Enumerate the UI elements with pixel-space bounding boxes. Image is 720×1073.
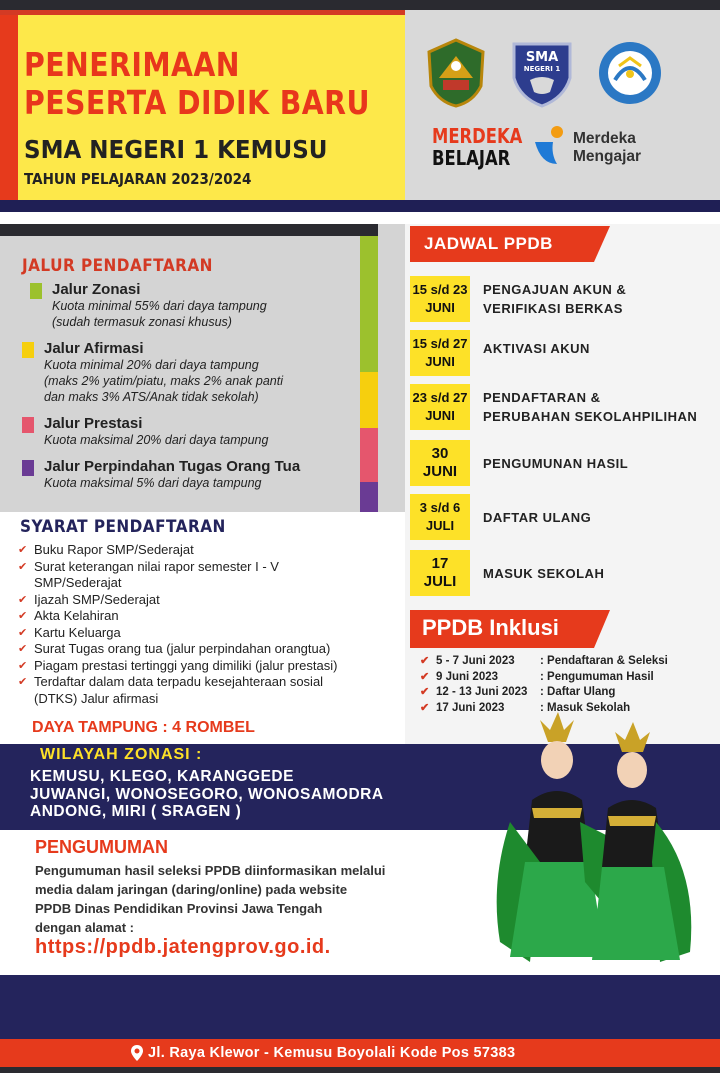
- zonasi-line: ANDONG, MIRI ( SRAGEN ): [30, 803, 242, 820]
- check-icon: ✔: [18, 560, 28, 573]
- jalur-item-perpindahan: [22, 458, 360, 491]
- jadwal-item: [410, 549, 710, 597]
- zonasi-title: WILAYAH ZONASI :: [40, 746, 203, 763]
- inklusi-row: ✔ 9 Juni 2023 : Pengumuman Hasil: [420, 670, 715, 686]
- jalur-desc: (maks 2% yatim/piatu, maks 2% anak panti: [44, 374, 283, 388]
- jadwal-item: [410, 493, 710, 541]
- syarat-title: SYARAT PENDAFTARAN: [20, 517, 226, 537]
- check-icon: ✔: [18, 610, 28, 622]
- check-icon: ✔: [18, 593, 28, 606]
- pengumuman-text: Pengumuman hasil seleksi PPDB diinformasikan melalui media dalam jaringan (daring/online) pada website PPDB Dinas Pendidikan Provinsi Jawa Tengah dengan alamat :: [35, 863, 386, 935]
- jalur-name: Jalur Prestasi: [44, 415, 143, 432]
- jadwal-label: PENGUMUNAN HASIL: [483, 455, 629, 471]
- footer-band: [0, 975, 720, 1039]
- jadwal-date: 23 s/d 27 JUNI: [410, 384, 470, 430]
- syarat-list: [18, 542, 403, 707]
- jalur-item-zonasi: [30, 281, 360, 330]
- header-top-line: [0, 10, 405, 15]
- central-java-emblem-icon: [425, 38, 487, 108]
- list-item: ✔ Surat keterangan nilai rapor semester I - V: [18, 558, 279, 574]
- academic-year: TAHUN PELAJARAN 2023/2024: [24, 170, 252, 188]
- list-item: ✔ Akta Kelahiran: [18, 608, 119, 623]
- jadwal-date: 30 JUNI: [410, 440, 470, 486]
- inklusi-row: ✔ 17 Juni 2023 : Masuk Sekolah: [420, 701, 715, 717]
- list-item-continued: SMP/Sederajat: [34, 575, 122, 590]
- dancers-illustration: [470, 712, 710, 972]
- jadwal-item: [410, 329, 710, 377]
- zonasi-color-square: [30, 283, 42, 299]
- merdeka-mengajar-icon: [531, 124, 567, 168]
- jadwal-label: MASUK SEKOLAH: [483, 565, 605, 581]
- list-item-continued: (DTKS) Jalur afirmasi: [34, 690, 159, 706]
- sma-logo-text-2: NEGERI 1: [523, 65, 561, 73]
- list-item: ✔ Surat Tugas orang tua (jalur perpindahan orangtua): [18, 641, 331, 656]
- header-divider-white: [0, 212, 720, 224]
- jalur-list: [30, 281, 360, 491]
- jadwal-date: 17 JULI: [410, 550, 470, 596]
- check-icon: ✔: [420, 655, 430, 667]
- inklusi-title: PPDB Inklusi: [422, 615, 559, 640]
- zonasi-list: [30, 768, 384, 821]
- title-line-2: PESERTA DIDIK BARU: [24, 83, 370, 122]
- daya-tampung: DAYA TAMPUNG : 4 ROMBEL: [32, 719, 255, 736]
- merdeka-mengajar-logo: [573, 130, 641, 166]
- merdeka-belajar-line-2: BELAJAR: [432, 146, 511, 170]
- footer-address: Jl. Raya Klewor - Kemusu Boyolali Kode Pos 57383: [148, 1045, 516, 1061]
- inklusi-row: ✔ 12 - 13 Juni 2023 : Daftar Ulang: [420, 685, 715, 701]
- merdeka-mengajar-line-2: Mengajar: [573, 148, 642, 165]
- jalur-name: Jalur Perpindahan Tugas Orang Tua: [44, 458, 301, 475]
- check-icon: ✔: [18, 626, 28, 639]
- list-item: ✔ Terdaftar dalam data terpadu kesejahteraan sosial: [18, 674, 324, 689]
- inklusi-list: [420, 654, 715, 716]
- check-icon: ✔: [18, 544, 28, 556]
- jalur-item-afirmasi: [22, 340, 360, 405]
- list-item: ✔ Buku Rapor SMP/Sederajat: [18, 542, 194, 557]
- jalur-desc: (sudah termasuk zonasi khusus): [52, 315, 232, 329]
- header-divider: [0, 200, 720, 212]
- jadwal-label: PENGAJUAN AKUN & VERIFIKASI BERKAS: [483, 282, 627, 316]
- jadwal-label: DAFTAR ULANG: [483, 509, 592, 525]
- school-name: SMA NEGERI 1 KEMUSU: [24, 135, 328, 164]
- jalur-desc: Kuota maksimal 20% dari daya tampung: [44, 433, 269, 447]
- zonasi-line: JUWANGI, WONOSEGORO, WONOSAMODRA: [30, 785, 384, 803]
- pengumuman-url[interactable]: https://ppdb.jatengprov.go.id.: [35, 936, 331, 958]
- location-pin-icon: [130, 1044, 144, 1062]
- title-line-1: PENERIMAAN: [24, 45, 240, 84]
- jalur-color-bar: [360, 236, 378, 512]
- check-icon: ✔: [18, 676, 28, 688]
- merdeka-mengajar-line-1: Merdeka: [573, 130, 636, 147]
- pengumuman-title: PENGUMUMAN: [35, 837, 168, 857]
- perpindahan-color-square: [22, 460, 34, 476]
- tut-wuri-handayani-icon: [597, 40, 663, 106]
- list-item: ✔ Ijazah SMP/Sederajat: [18, 591, 160, 607]
- jalur-desc: Kuota maksimal 5% dari daya tampung: [44, 476, 262, 490]
- list-item: ✔ Piagam prestasi tertinggi yang dimiliki (jalur prestasi): [18, 657, 338, 673]
- merdeka-belajar-logo: [432, 125, 522, 169]
- jalur-item-prestasi: [22, 415, 360, 448]
- check-icon: ✔: [18, 659, 28, 672]
- jadwal-list: [410, 275, 710, 597]
- jadwal-item: [410, 275, 710, 323]
- check-icon: ✔: [420, 686, 430, 698]
- jalur-desc: Kuota minimal 55% dari daya tampung: [52, 299, 267, 313]
- jalur-title: JALUR PENDAFTARAN: [22, 256, 213, 276]
- inklusi-row: ✔ 5 - 7 Juni 2023 : Pendaftaran & Seleksi: [420, 654, 715, 670]
- jadwal-date: 15 s/d 27 JUNI: [410, 330, 470, 376]
- check-icon: ✔: [18, 643, 28, 655]
- sma-negeri-1-logo-icon: [510, 38, 574, 108]
- jadwal-date: 15 s/d 23 JUNI: [410, 276, 470, 322]
- jadwal-label: PENDAFTARAN & PERUBAHAN SEKOLAHPILIHAN: [483, 390, 698, 424]
- jalur-name: Jalur Afirmasi: [44, 340, 144, 357]
- sma-logo-text-1: SMA: [525, 50, 559, 65]
- jadwal-title: JADWAL PPDB: [424, 234, 553, 253]
- prestasi-color-square: [22, 417, 34, 433]
- jadwal-label: AKTIVASI AKUN: [483, 340, 590, 356]
- merdeka-belajar-line-1: MERDEKA: [432, 124, 523, 148]
- jalur-name: Jalur Zonasi: [52, 281, 141, 298]
- jalur-desc: dan maks 3% ATS/Anak tidak sekolah): [44, 390, 259, 404]
- zonasi-line: KEMUSU, KLEGO, KARANGGEDE: [30, 768, 294, 785]
- afirmasi-color-square: [22, 342, 34, 358]
- jadwal-item: [410, 439, 710, 487]
- check-icon: ✔: [420, 701, 430, 714]
- jadwal-item: [410, 383, 710, 431]
- check-icon: ✔: [420, 670, 430, 683]
- list-item: ✔ Kartu Keluarga: [18, 624, 121, 640]
- jadwal-date: 3 s/d 6 JULI: [410, 494, 470, 540]
- jalur-desc: Kuota minimal 20% dari daya tampung: [44, 358, 259, 372]
